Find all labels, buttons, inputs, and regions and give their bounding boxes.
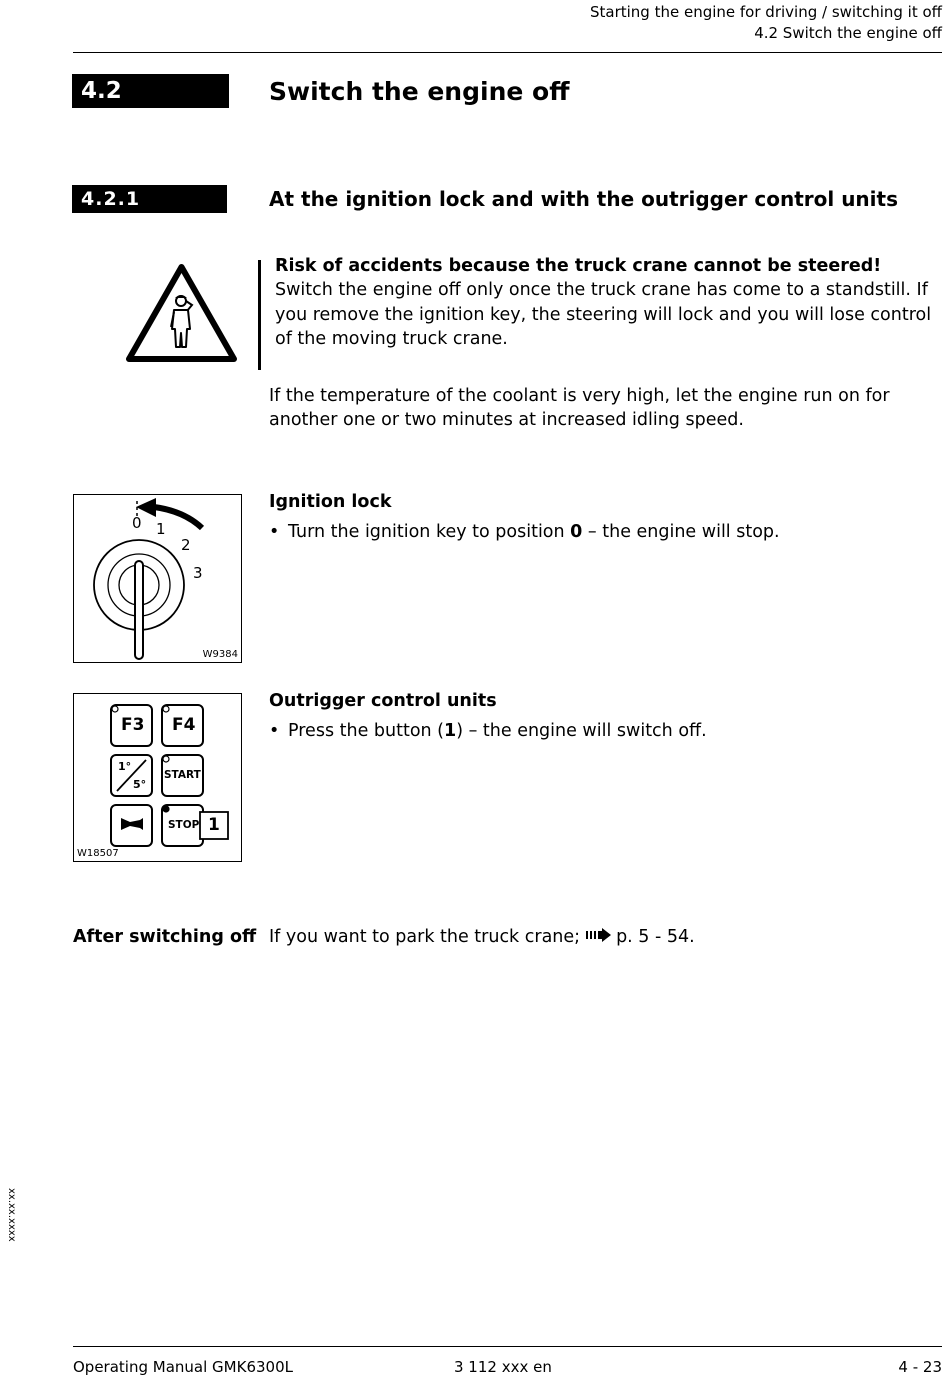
outrigger-heading: Outrigger control units (269, 691, 497, 711)
after-switching-off-text (269, 925, 695, 949)
step-text-start: Press the button ( (288, 721, 445, 741)
ignition-lock-heading: Ignition lock (269, 492, 392, 512)
page-reference[interactable]: p. 5 - 54. (616, 927, 695, 947)
step-text-start: Turn the ignition key to position (288, 522, 571, 542)
coolant-paragraph: If the temperature of the coolant is very high, let the engine run on for another one or two minutes at increased idling speed. (269, 386, 890, 431)
footer-rule (73, 1346, 942, 1347)
step-text (288, 520, 780, 544)
f4-button: F4 (172, 715, 196, 735)
warning-bar (258, 260, 261, 370)
after-text: If you want to park the truck crane; (269, 927, 581, 947)
key-position-2: 2 (181, 536, 191, 554)
warning-triangle-person-icon (124, 263, 239, 365)
stop-button: STOP (168, 819, 200, 831)
bullet: • (269, 522, 280, 542)
outrigger-control-figure (73, 693, 242, 862)
header-rule (73, 52, 942, 53)
level-button-bottom: 5° (133, 778, 147, 791)
f3-button: F3 (121, 715, 145, 735)
section-title: Switch the engine off (269, 77, 570, 106)
step-text-end: ) – the engine will switch off. (456, 721, 707, 741)
warning-text (275, 254, 935, 351)
step-text (288, 719, 707, 743)
step-text-end: – the engine will stop. (582, 522, 780, 542)
start-button: START (164, 769, 201, 781)
page-reference-arrow-icon (586, 925, 612, 949)
ignition-lock-figure (73, 494, 242, 663)
subsection-title: At the ignition lock and with the outrigger control units (269, 187, 898, 211)
key-position-3: 3 (193, 564, 203, 582)
side-code: xx.xx.xxxx (6, 1188, 17, 1242)
section-number: 4.2 (72, 74, 229, 108)
footer-manual: Operating Manual GMK6300L (73, 1358, 293, 1376)
subsection-number: 4.2.1 (72, 185, 227, 213)
key-position-1: 1 (156, 520, 166, 538)
bullet: • (269, 721, 280, 741)
footer-page-number: 4 - 23 (898, 1358, 942, 1376)
figure-code: W18507 (77, 848, 119, 859)
figure-code: W9384 (202, 649, 238, 660)
warning-body: Switch the engine off only once the truck crane has come to a standstill. If you remove the ignition key, the steering will lock and you will lose control of the moving truck crane. (275, 280, 932, 349)
step-text-position: 0 (570, 522, 583, 542)
outrigger-step (269, 719, 707, 743)
level-button-top: 1° (118, 760, 132, 773)
callout-number: 1 (208, 815, 220, 835)
footer-doc-number: 3 112 xxx en (454, 1358, 552, 1376)
running-header-section: 4.2 Switch the engine off (754, 24, 942, 42)
key-position-0: 0 (132, 514, 142, 532)
warning-heading: Risk of accidents because the truck crane cannot be steered! (275, 256, 882, 276)
ignition-lock-step (269, 520, 780, 544)
running-header-chapter: Starting the engine for driving / switching it off (589, 3, 942, 21)
step-text-button: 1 (444, 721, 457, 741)
after-switching-off-label: After switching off (73, 927, 257, 947)
outrigger-control-diagram (74, 694, 241, 861)
